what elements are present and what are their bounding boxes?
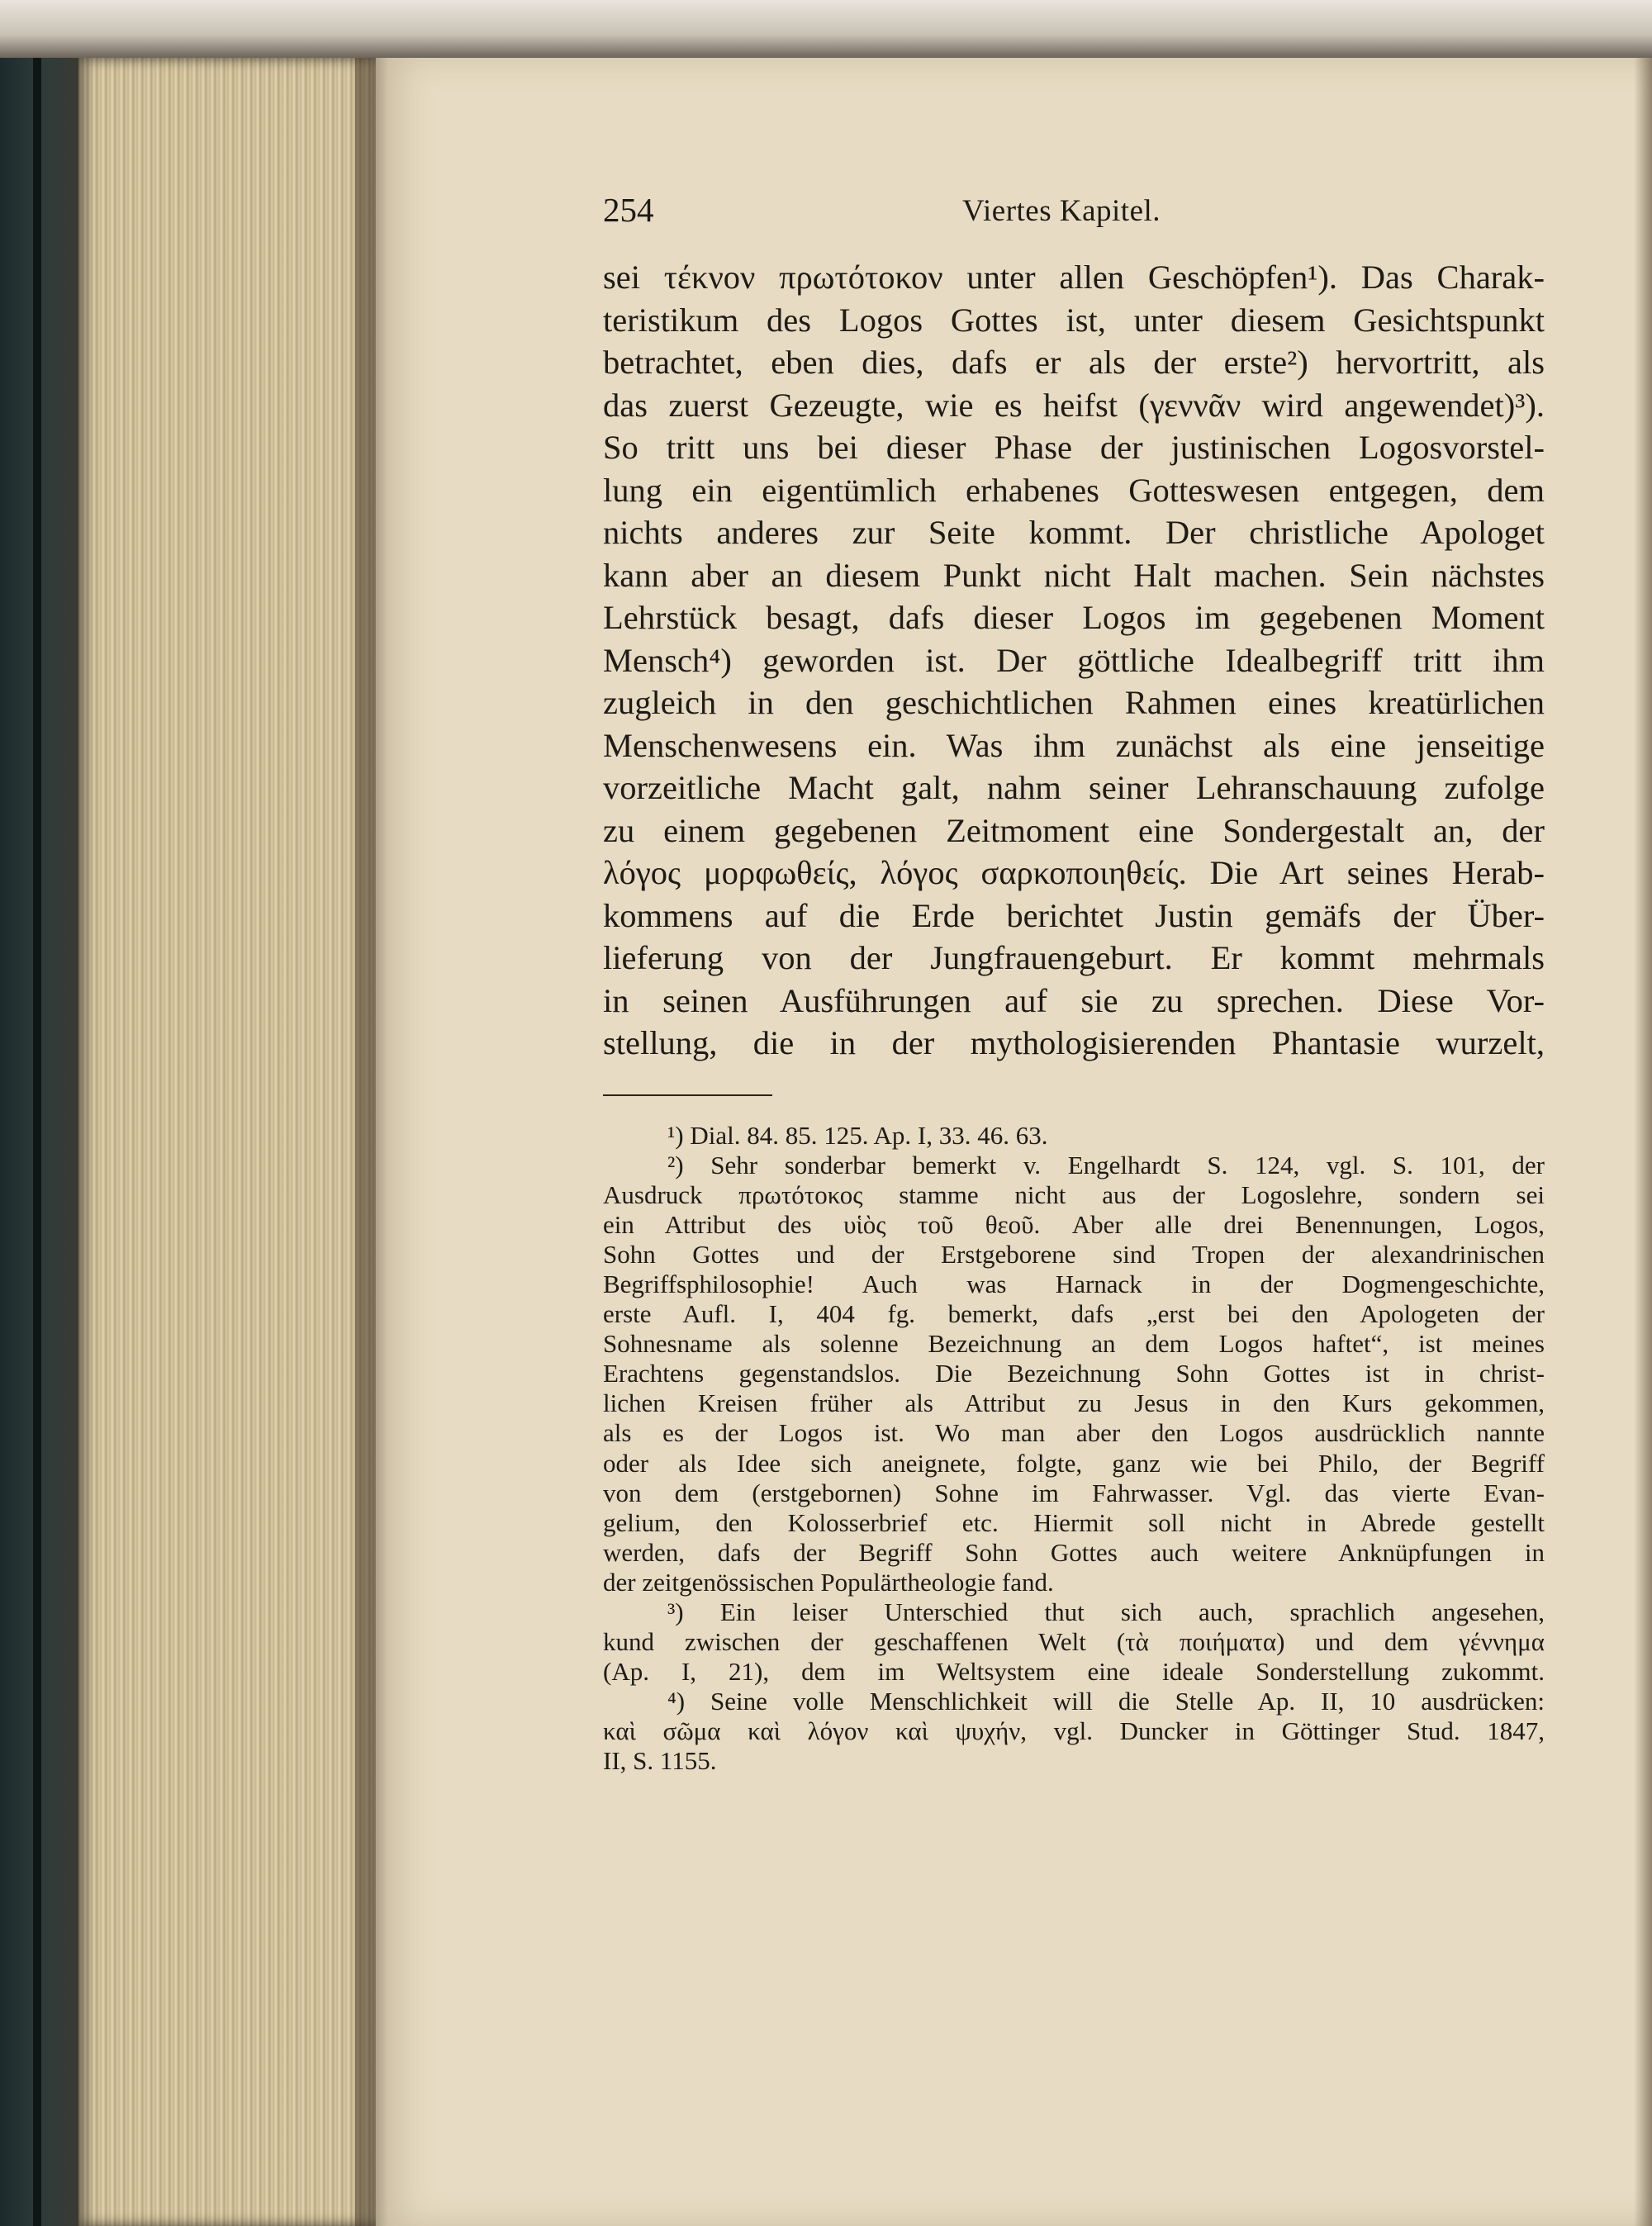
footnote-line: ²) Sehr sonderbar bemerkt v. Engelhardt S. 124, vgl. S. 101, der bbox=[667, 1150, 1545, 1179]
body-line: Mensch⁴) geworden ist. Der göttliche Idealbegriff tritt ihm bbox=[603, 641, 1545, 679]
body-line: λόγος μορφωθείς, λόγος σαρκοποιηθείς. Die Art seines Herab- bbox=[603, 854, 1545, 891]
footnote-line: der zeitgenössischen Populärtheologie fand. bbox=[603, 1567, 1054, 1597]
cover-edge bbox=[33, 25, 41, 2226]
page-gutter bbox=[355, 58, 388, 2226]
footnote-line: erste Aufl. I, 404 fg. bemerkt, dafs „erst bei den Apologeten der bbox=[603, 1299, 1545, 1329]
body-line: stellung, die in der mythologisierenden Phantasie wurzelt, bbox=[603, 1024, 1545, 1061]
footnote-line: Begriffsphilosophie! Auch was Harnack in der Dogmengeschichte, bbox=[603, 1269, 1545, 1298]
page-stack-edge bbox=[78, 58, 376, 2226]
body-line: Lehrstück besagt, dafs dieser Logos im gegebenen Moment bbox=[603, 599, 1545, 636]
page-text bbox=[603, 190, 1545, 1777]
footnote-line: oder als Idee sich aneignete, folgte, ganz wie bei Philo, der Begriff bbox=[603, 1448, 1545, 1478]
footnote bbox=[603, 1687, 1545, 1776]
footnote-line: Sohnesname als solenne Bezeichnung an dem Logos haftet“, ist meines bbox=[603, 1329, 1545, 1359]
body-line: lung ein eigentümlich erhabenes Gotteswesen entgegen, dem bbox=[603, 471, 1545, 509]
footnote-line: ⁴) Seine volle Menschlichkeit will die Stelle Ap. II, 10 ausdrücken: bbox=[667, 1687, 1545, 1716]
footnote-line: ein Attribut des υἱὸς τοῦ θεοῦ. Aber alle drei Benennungen, Logos, bbox=[603, 1209, 1545, 1239]
footnote-line: καὶ σῶμα καὶ λόγον καὶ ψυχήν, vgl. Duncker in Göttinger Stud. 1847, bbox=[603, 1716, 1545, 1746]
footnote-line: von dem (erstgebornen) Sohne im Fahrwasser. Vgl. das vierte Evan- bbox=[603, 1478, 1545, 1507]
body-line: teristikum des Logos Gottes ist, unter diesem Gesichtspunkt bbox=[603, 301, 1545, 339]
footnote-line: gelium, den Kolosserbrief etc. Hiermit soll nicht in Abrede gestellt bbox=[603, 1507, 1545, 1537]
footnote-rule bbox=[603, 1094, 772, 1096]
footnote-line: lichen Kreisen früher als Attribut zu Jesus in den Kurs gekommen, bbox=[603, 1388, 1545, 1418]
main-text bbox=[603, 256, 1545, 1065]
footnote-line: Erachtens gegenstandslos. Die Bezeichnung Sohn Gottes ist in christ- bbox=[603, 1359, 1545, 1388]
body-line: kann aber an diesem Punkt nicht Halt machen. Sein nächstes bbox=[603, 556, 1545, 594]
footnote-line: II, S. 1155. bbox=[603, 1746, 717, 1776]
body-line: sei τέκνον πρωτότοκον unter allen Geschöpfen¹). Das Charak- bbox=[603, 259, 1545, 296]
footnote-line: (Ap. I, 21), dem im Weltsystem eine ideale Sonderstellung zukommt. bbox=[603, 1657, 1545, 1687]
body-line: das zuerst Gezeugte, wie es heifst (γεννᾶν wird angewendet)³). bbox=[603, 386, 1545, 424]
footnote-line: Ausdruck πρωτότοκος stamme nicht aus der Logoslehre, sondern sei bbox=[603, 1179, 1545, 1209]
scan-top-edge bbox=[0, 0, 1652, 58]
running-title: Viertes Kapitel. bbox=[962, 194, 1161, 228]
footnote-line: ³) Ein leiser Unterschied thut sich auch, sprachlich angesehen, bbox=[667, 1597, 1545, 1626]
footnote bbox=[603, 1121, 1545, 1151]
body-line: lieferung von der Jungfrauengeburt. Er kommt mehrmals bbox=[603, 939, 1545, 976]
page-header bbox=[603, 190, 1545, 256]
footnote-line: ¹) Dial. 84. 85. 125. Ap. I, 33. 46. 63. bbox=[667, 1120, 1048, 1150]
body-line: in seinen Ausführungen auf sie zu sprechen. Diese Vor- bbox=[603, 981, 1545, 1019]
body-line: betrachtet, eben dies, dafs er als der erste²) hervortritt, als bbox=[603, 344, 1545, 381]
page-number: 254 bbox=[603, 191, 654, 229]
page-right-edge bbox=[1634, 50, 1652, 2226]
footnote bbox=[603, 1151, 1545, 1597]
footnote bbox=[603, 1597, 1545, 1687]
body-line: zugleich in den geschichtlichen Rahmen eines kreatürlichen bbox=[603, 684, 1545, 721]
footnote-line: werden, dafs der Begriff Sohn Gottes auch weitere Anknüpfungen in bbox=[603, 1537, 1545, 1567]
footnote-line: kund zwischen der geschaffenen Welt (τὰ ποιήματα) und dem γέννημα bbox=[603, 1627, 1545, 1657]
footnotes bbox=[603, 1121, 1545, 1777]
body-line: nichts anderes zur Seite kommt. Der christliche Apologet bbox=[603, 514, 1545, 551]
body-line: Menschenwesens ein. Was ihm zunächst als eine jenseitige bbox=[603, 726, 1545, 764]
footnote-line: als es der Logos ist. Wo man aber den Logos ausdrücklich nannte bbox=[603, 1418, 1545, 1448]
body-line: So tritt uns bei dieser Phase der justinischen Logosvorstel- bbox=[603, 429, 1545, 466]
body-line: kommens auf die Erde berichtet Justin gemäfs der Über- bbox=[603, 896, 1545, 934]
body-line: vorzeitliche Macht galt, nahm seiner Lehranschauung zufolge bbox=[603, 769, 1545, 806]
footnote-line: Sohn Gottes und der Erstgeborene sind Tropen der alexandrinischen bbox=[603, 1239, 1545, 1269]
body-line: zu einem gegebenen Zeitmoment eine Sondergestalt an, der bbox=[603, 811, 1545, 849]
